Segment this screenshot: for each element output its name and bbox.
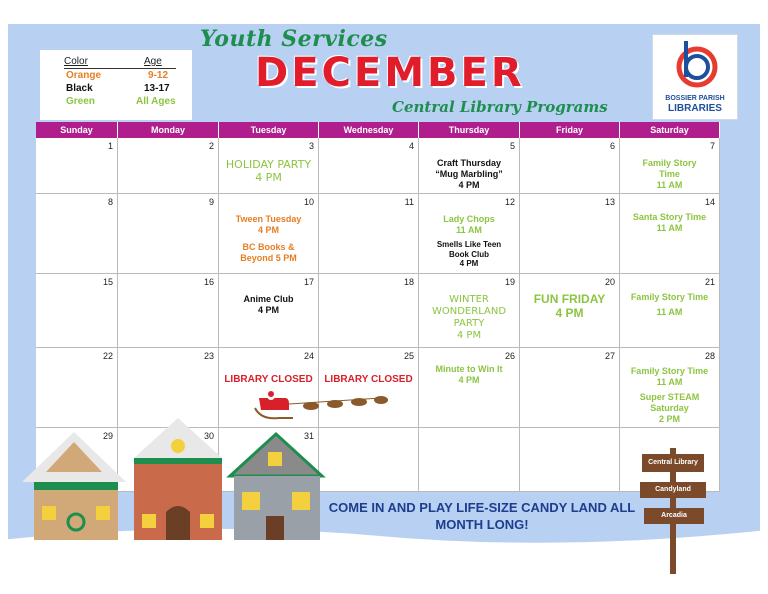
event-line: WINTER — [449, 294, 489, 305]
date-number: 10 — [303, 197, 314, 207]
event-line: Anime Club — [243, 294, 294, 304]
library-closed-label: LIBRARY CLOSED — [324, 374, 413, 385]
legend-divider — [64, 68, 176, 69]
cell-17 — [219, 274, 319, 348]
legend-color-green: Green — [66, 96, 95, 107]
event-line: 2 PM — [658, 413, 680, 424]
event-line: Lady Chops — [443, 214, 495, 224]
date-number: 29 — [102, 431, 113, 441]
event-line: Saturday — [650, 402, 689, 413]
cell-5 — [419, 138, 520, 194]
cell-23 — [118, 348, 219, 428]
cell-8 — [36, 194, 118, 274]
event-craft-thursday — [419, 158, 519, 190]
event-line: 11 AM — [656, 222, 683, 233]
event-lady-chops — [419, 214, 519, 236]
dow-monday: Monday — [118, 122, 219, 138]
dow-thursday: Thursday — [419, 122, 520, 138]
cell-27 — [520, 348, 620, 428]
event-santa-story-time — [620, 212, 719, 234]
event-line: Craft Thursday — [436, 158, 501, 168]
santa-sleigh-icon — [251, 388, 391, 422]
date-number: 14 — [704, 197, 715, 207]
event-family-story-time — [620, 292, 719, 318]
event-fun-friday — [520, 292, 619, 321]
date-number: 19 — [504, 277, 515, 287]
event-teen-book-club — [419, 240, 519, 269]
event-line: Book Club — [449, 249, 489, 259]
event-line: 11 AM — [656, 179, 683, 190]
event-line: HOLIDAY PARTY — [225, 158, 312, 171]
date-number: 5 — [509, 141, 515, 151]
cell-26 — [419, 348, 520, 428]
event-line: 4 PM — [458, 179, 480, 190]
library-logo — [652, 34, 738, 120]
event-line: “Mug Marbling” — [435, 168, 503, 179]
dow-tuesday: Tuesday — [219, 122, 319, 138]
dow-saturday: Saturday — [620, 122, 720, 138]
event-minute-to-win-it — [419, 364, 519, 386]
date-number: 6 — [609, 141, 615, 151]
dow-sunday: Sunday — [36, 122, 118, 138]
banner-line: MONTH LONG! — [435, 516, 529, 532]
date-number: 30 — [203, 431, 214, 441]
event-line: Beyond 5 PM — [240, 252, 297, 263]
legend-age-black: 13-17 — [144, 83, 170, 94]
event-line: 4 PM — [255, 171, 282, 185]
cell-22 — [36, 348, 118, 428]
event-line: FUN FRIDAY — [533, 292, 606, 306]
dow-wednesday: Wednesday — [319, 122, 419, 138]
event-family-story-time — [620, 366, 719, 388]
date-number: 25 — [403, 351, 414, 361]
date-number: 7 — [709, 141, 715, 151]
date-number: 2 — [208, 141, 214, 151]
event-line: Smells Like Teen — [436, 240, 502, 249]
legend-age-orange: 9-12 — [148, 70, 169, 81]
event-line: WONDERLAND — [431, 306, 507, 317]
cell-28 — [620, 348, 720, 428]
date-number: 23 — [203, 351, 214, 361]
date-number: 3 — [308, 141, 314, 151]
event-line: Minute to Win It — [435, 364, 503, 374]
event-holiday-party — [219, 158, 318, 184]
sign-candyland: Candyland — [640, 482, 706, 498]
cell-21 — [620, 274, 720, 348]
event-line: Super STEAM — [639, 392, 700, 402]
date-number: 27 — [604, 351, 615, 361]
event-family-story-time — [620, 158, 719, 190]
date-number: 17 — [303, 277, 314, 287]
event-winter-wonderland — [419, 294, 519, 342]
legend-color-header: Color — [64, 56, 88, 67]
title-central-library: Central Library Programs — [392, 98, 608, 116]
cell-9 — [118, 194, 219, 274]
event-line: 4 PM — [257, 304, 279, 315]
event-line: 11 AM — [656, 306, 683, 317]
cell-12 — [419, 194, 520, 274]
sign-arcadia: Arcadia — [644, 508, 704, 524]
date-number: 31 — [303, 431, 314, 441]
date-number: 13 — [604, 197, 615, 207]
event-tween-tuesday — [219, 214, 318, 236]
logo-org-line1: BOSSIER PARISH — [665, 95, 725, 102]
cell-18 — [319, 274, 419, 348]
date-number: 11 — [404, 197, 414, 207]
title-month: DECEMBER — [255, 50, 525, 96]
date-number: 8 — [107, 197, 113, 207]
event-line: 4 PM — [257, 224, 279, 235]
date-number: 1 — [107, 141, 113, 151]
date-number: 22 — [102, 351, 113, 361]
gingerbread-houses-icon — [20, 418, 326, 544]
date-number: 24 — [303, 351, 314, 361]
event-line: Time — [659, 168, 680, 179]
candy-land-banner — [322, 500, 642, 534]
event-line: 4 PM — [458, 374, 480, 385]
legend-age-header: Age — [144, 56, 162, 67]
cell-4 — [319, 138, 419, 194]
cell-13 — [520, 194, 620, 274]
date-number: 26 — [504, 351, 515, 361]
date-number: 20 — [604, 277, 615, 287]
logo-org-line2: LIBRARIES — [668, 103, 722, 114]
date-number: 18 — [403, 277, 414, 287]
age-color-legend — [40, 50, 192, 120]
sign-central-library: Central Library — [642, 454, 704, 472]
event-line: 11 AM — [656, 376, 683, 387]
date-number: 28 — [704, 351, 715, 361]
event-line: 11 AM — [456, 224, 482, 235]
cell-15 — [36, 274, 118, 348]
event-line: Family Story Time — [630, 366, 709, 376]
date-number: 21 — [704, 277, 715, 287]
legend-color-orange: Orange — [66, 70, 102, 81]
event-line: Family Story Time — [630, 292, 709, 302]
cell-2 — [118, 138, 219, 194]
cell-3 — [219, 138, 319, 194]
date-number: 15 — [102, 277, 113, 287]
event-line: 4 PM — [456, 330, 482, 341]
cell-14 — [620, 194, 720, 274]
logo-mark-icon — [653, 35, 737, 95]
legend-age-green: All Ages — [136, 96, 176, 107]
event-line: Santa Story Time — [632, 212, 707, 222]
cell-19 — [419, 274, 520, 348]
legend-color-black: Black — [66, 83, 93, 94]
cell-16 — [118, 274, 219, 348]
event-line: PARTY — [453, 318, 485, 329]
event-bc-books — [219, 242, 318, 264]
date-number: 16 — [203, 277, 214, 287]
cell-7 — [620, 138, 720, 194]
banner-line: COME IN AND PLAY LIFE-SIZE CANDY LAND ALL — [328, 500, 636, 515]
event-line: BC Books & — [242, 242, 295, 252]
event-line: 4 PM — [555, 306, 584, 321]
date-number: 4 — [408, 141, 414, 151]
event-line: Tween Tuesday — [235, 214, 302, 224]
cell-20 — [520, 274, 620, 348]
event-line: Family Story — [642, 158, 697, 168]
date-number: 12 — [504, 197, 515, 207]
title-youth-services: Youth Services — [200, 26, 388, 52]
cell-1 — [36, 138, 118, 194]
cell-6 — [520, 138, 620, 194]
event-super-steam — [620, 392, 719, 424]
cell-11 — [319, 194, 419, 274]
event-anime-club — [219, 294, 318, 316]
library-closed-label: LIBRARY CLOSED — [224, 374, 313, 385]
event-line: 4 PM — [459, 259, 479, 269]
dow-friday: Friday — [520, 122, 620, 138]
cell-10 — [219, 194, 319, 274]
date-number: 9 — [208, 197, 214, 207]
